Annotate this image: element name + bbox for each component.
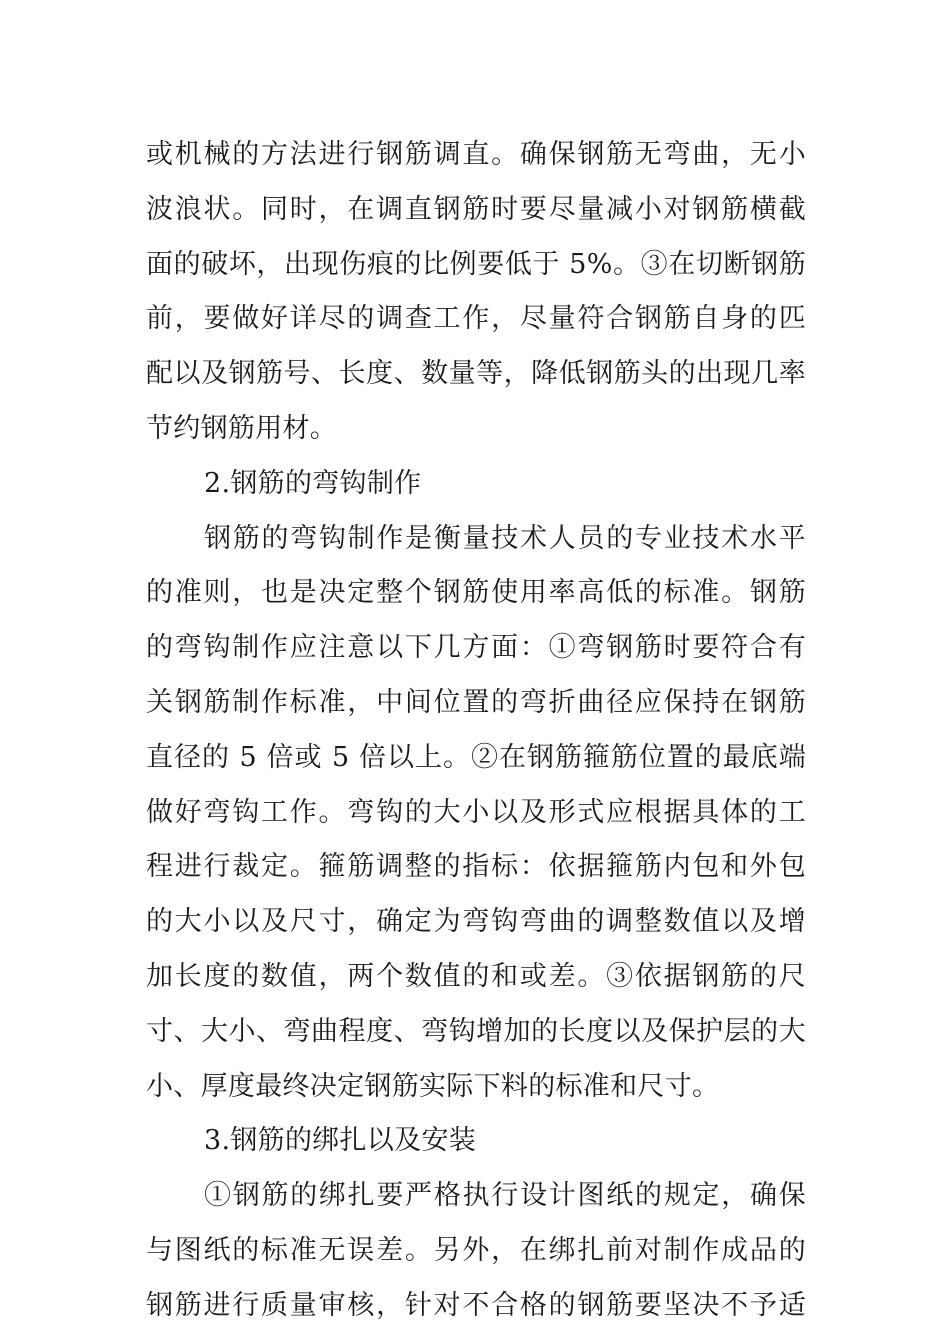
text-line: 的大小以及尺寸，确定为弯钩弯曲的调整数值以及增 bbox=[146, 906, 806, 938]
text-line: 前，要做好详尽的调查工作，尽量符合钢筋自身的匹 bbox=[146, 303, 806, 335]
text-line: 或机械的方法进行钢筋调直。确保钢筋无弯曲，无小 bbox=[146, 139, 806, 170]
text-line: 加长度的数值，两个数值的和或差。③依据钢筋的尺 bbox=[146, 960, 806, 992]
text-line: 波浪状。同时，在调直钢筋时要尽量减小对钢筋横截 bbox=[146, 193, 806, 225]
text-line: 小、厚度最终决定钢筋实际下料的标准和尺寸。 bbox=[146, 1070, 720, 1102]
text-line: 钢筋进行质量审核，针对不合格的钢筋要坚决不予适 bbox=[146, 1289, 806, 1321]
section-heading: 3.钢筋的绑扎以及安装 bbox=[204, 1125, 477, 1157]
text-line: 关钢筋制作标准，中间位置的弯折曲径应保持在钢筋 bbox=[146, 686, 806, 718]
text-line: 做好弯钩工作。弯钩的大小以及形式应根据具体的工 bbox=[146, 796, 806, 828]
text-line: 的弯钩制作应注意以下几方面：①弯钢筋时要符合有 bbox=[146, 632, 806, 664]
section-heading: 2.钢筋的弯钩制作 bbox=[204, 467, 422, 499]
text-line: 面的破坏，出现伤痕的比例要低于 5%。③在切断钢筋 bbox=[146, 248, 806, 280]
text-line: 钢筋的弯钩制作是衡量技术人员的专业技术水平 bbox=[204, 522, 806, 554]
text-line: 配以及钢筋号、长度、数量等，降低钢筋头的出现几率 bbox=[146, 358, 806, 390]
text-line: 程进行裁定。箍筋调整的指标：依据箍筋内包和外包 bbox=[146, 851, 806, 883]
text-line: 寸、大小、弯曲程度、弯钩增加的长度以及保护层的大 bbox=[146, 1015, 806, 1047]
text-line: 节约钢筋用材。 bbox=[146, 412, 338, 444]
body-text bbox=[146, 128, 806, 1334]
text-line: ①钢筋的绑扎要严格执行设计图纸的规定，确保 bbox=[204, 1180, 806, 1212]
text-line: 与图纸的标准无误差。另外，在绑扎前对制作成品的 bbox=[146, 1234, 806, 1266]
text-line: 直径的 5 倍或 5 倍以上。②在钢筋箍筋位置的最底端 bbox=[146, 741, 806, 773]
text-line: 的准则，也是决定整个钢筋使用率高低的标准。钢筋 bbox=[146, 577, 806, 609]
